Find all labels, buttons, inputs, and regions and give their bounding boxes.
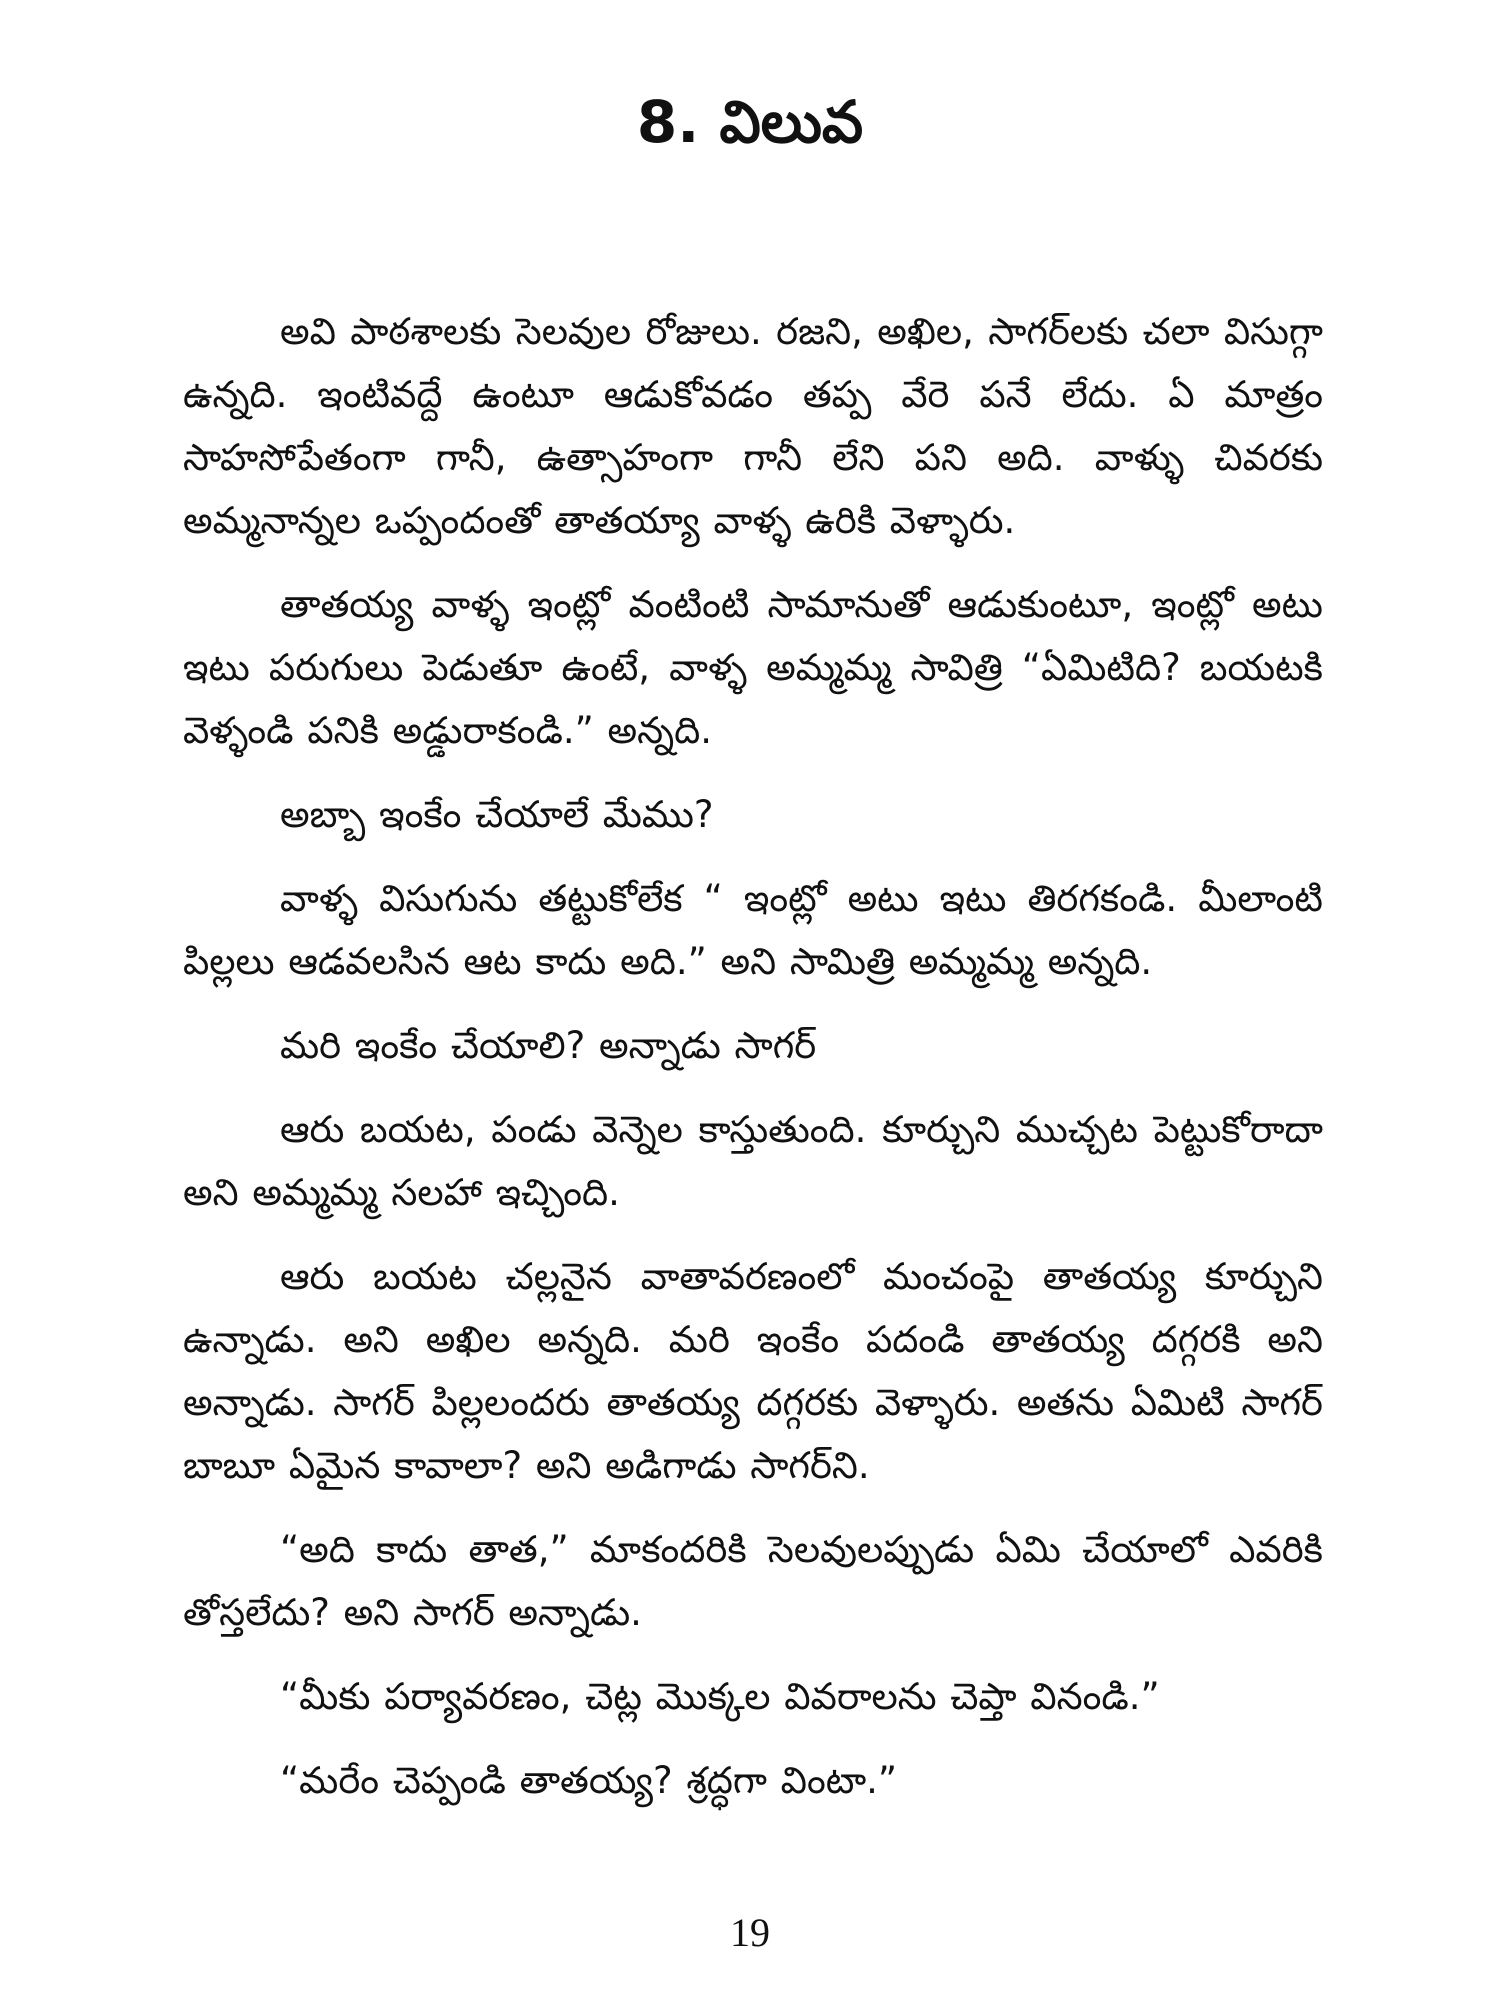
paragraph: వాళ్ళ విసుగును తట్టుకోలేక “ ఇంట్లో అటు ఇటు తిరగకండి. మీలాంటి పిల్లలు ఆడవలసిన ఆట కాదు అది.” అని సామిత్రి అమ్మమ్మ అన్నది. <box>183 877 1323 983</box>
paragraph: మరి ఇంకేం చేయాలి? అన్నాడు సాగర్ <box>280 1024 817 1067</box>
chapter-title: 8. విలువ <box>636 88 864 156</box>
paragraph: “మరేం చెప్పండి తాతయ్య? శ్రద్ధగా వింటా.” <box>280 1759 898 1802</box>
body-text <box>183 300 1323 1833</box>
paragraph: అబ్బా ఇంకేం చేయాలే మేము? <box>280 793 714 836</box>
page-number: 19 <box>730 1910 770 1955</box>
paragraph: ఆరు బయట చల్లనైన వాతావరణంలో మంచంపై తాతయ్య కూర్చుని ఉన్నాడు. అని అఖిల అన్నది. మరి ఇంకేం పదండి తాతయ్య దగ్గరకి అని అన్నాడు. సాగర్ పిల్లలందరు తాతయ్య దగ్గరకు వెళ్ళారు. అతను ఏమిటి సాగర్ బాబూ ఏమైన కావాలా? అని అడిగాడు సాగర్‌ని. <box>183 1255 1323 1487</box>
paragraph: ఆరు బయట, పండు వెన్నెల కాస్తుతుంది. కూర్చుని ముచ్చట పెట్టుకోరాదా అని అమ్మమ్మ సలహా ఇచ్చింది. <box>183 1108 1323 1214</box>
paragraph: “అది కాదు తాత,” మాకందరికి సెలవులప్పుడు ఏమి చేయాలో ఎవరికి తోస్తలేదు? అని సాగర్ అన్నాడు. <box>183 1528 1323 1634</box>
paragraph: అవి పాఠశాలకు సెలవుల రోజులు. రజని, అఖిల, సాగర్‌లకు చలా విసుగ్గా ఉన్నది. ఇంటివద్దే ఉంటూ ఆడుకోవడం తప్ప వేరె పనే లేదు. ఏ మాత్రం సాహసోపేతంగా గానీ, ఉత్సాహంగా గానీ లేని పని అది. వాళ్ళు చివరకు అమ్మనాన్నల ఒప్పందంతో తాతయ్యా వాళ్ళ ఉరికి వెళ్ళారు. <box>183 310 1323 542</box>
paragraph: “మీకు పర్యావరణం, చెట్ల మొక్కల వివరాలను చెప్తా వినండి.” <box>280 1675 1160 1718</box>
paragraph: తాతయ్య వాళ్ళ ఇంట్లో వంటింటి సామానుతో ఆడుకుంటూ, ఇంట్లో అటు ఇటు పరుగులు పెడుతూ ఉంటే, వాళ్ళ అమ్మమ్మ సావిత్రి “ఏమిటిది? బయటకి వెళ్ళండి పనికి అడ్డురాకండి.” అన్నది. <box>183 583 1323 752</box>
